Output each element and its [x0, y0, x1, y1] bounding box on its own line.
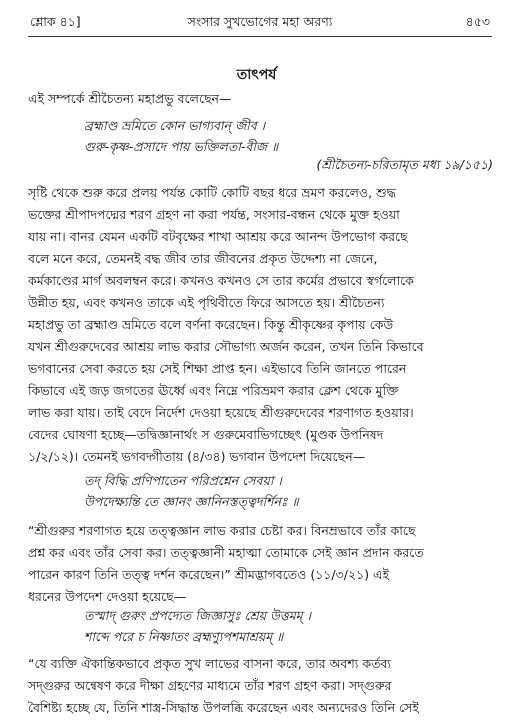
- text-line: “যে ব্যক্তি ঐকান্তিকভাবে প্রকৃত সুখ লাভের বাসনা করে, তার অবশ্য কর্তব্য: [28, 656, 392, 671]
- paragraph-1: [28, 182, 494, 468]
- text-line: ভক্তের শ্রীপাদপদ্মের শরণ গ্রহণ না করা পর্যন্ত, সংসার-বন্ধন থেকে মুক্ত হওয়া: [28, 207, 400, 222]
- text-line: “শ্রীগুরুর শরণাগত হয়ে তত্ত্বজ্ঞান লাভ করার চেষ্টা কর। বিনম্রভাবে তাঁর কাছে: [28, 523, 416, 538]
- verse-line: ব্রহ্মাণ্ড ভ্রমিতে কোন ভাগ্যবান্ জীব ।: [84, 118, 266, 133]
- chapter-title: সংসার সুখভোগের মহা অরণ্য: [187, 14, 333, 29]
- verse-line: শাব্দে পরে চ নিষ্ণাতং ব্রহ্মণ্যুপশমাশ্রয়ম্ ॥: [84, 629, 284, 644]
- text-line: ভগবানের সেবা করতে হয় সেই শিক্ষা প্রাপ্ত হন। এইভাবে তিনি জানতে পারেন: [28, 361, 407, 376]
- verse-reference: (শ্রীচৈতন্য-চরিতামৃত মধ্য ১৯/১৫১): [316, 157, 493, 172]
- text-line: লাভ করা যায়। তাই বেদে নির্দেশ দেওয়া হয়েছে শ্রীগুরুদেবের শরণাগত হওয়ার।: [28, 405, 414, 420]
- paragraph-2: [28, 520, 494, 608]
- verse-line: উপদেক্ষ্যন্তি তে জ্ঞানং জ্ঞানিনস্তত্ত্বদর্শিনঃ ॥: [84, 494, 299, 509]
- text-line: সদ্গুরুর অন্বেষণ করে দীক্ষা গ্রহণের মাধ্যমে তাঁর শরণ গ্রহণ করা। সদ্গুরুর: [28, 678, 392, 693]
- text-line: বেদের ঘোষণা হচ্ছে—তদ্বিজ্ঞানার্থং স গুরুমেবাভিগচ্ছেৎ (মুণ্ডক উপনিষদ: [28, 427, 384, 442]
- paragraph-3: [28, 653, 494, 719]
- text-line: মহাপ্রভু তা ব্রহ্মাণ্ড ভ্রমিতে বলে বর্ণনা করেছেন। কিন্তু শ্রীকৃষ্ণের কৃপায় কেউ: [28, 317, 394, 332]
- section-heading: তাৎপর্য: [236, 67, 277, 83]
- text-line: সৃষ্টি থেকে শুরু করে প্রলয় পর্যন্ত কোটি কোটি বছর ধরে ভ্রমণ করলেও, শুদ্ধ: [28, 185, 396, 200]
- verse-line: তস্মাদ্ গুরুং প্রপদ্যেত জিজ্ঞাসুঃ শ্রেয় উত্তমম্ ।: [84, 608, 312, 623]
- verse-3: [84, 605, 494, 647]
- header-rule: [28, 36, 492, 37]
- text-line: বৈশিষ্ট্য হচ্ছে যে, তিনি শাস্ত্র-সিদ্ধান্ত উপলব্ধি করেছেন এবং অন্যদেরও তিনি সেই: [28, 700, 419, 715]
- text-line: যায় না। বানর যেমন একটি বটবৃক্ষের শাখা আশ্রয় করে আনন্দ উপভোগ করছে: [28, 229, 408, 244]
- page-number: ৪৫৩: [465, 14, 490, 29]
- text-line: যখন শ্রীগুরুদেবের আশ্রয় লাভ করার সৌভাগ্য অর্জন করেন, তখন তিনি কিভাবে: [28, 339, 424, 354]
- text-line: কিভাবে এই জড় জগতের ঊর্ধ্বে এবং নিম্নে পরিভ্রমণ করার ক্লেশ থেকে মুক্তি: [28, 383, 399, 398]
- text-line: ধরনের উপদেশ দেওয়া হয়েছে—: [28, 589, 187, 604]
- running-header: [30, 14, 490, 34]
- verse-2: [84, 470, 494, 512]
- text-line: কর্মকাণ্ডের মার্গ অবলম্বন করে। কখনও কখনও সে তার কর্মের প্রভাবে স্বর্গলোকে: [28, 273, 414, 288]
- intro-line: [28, 88, 494, 110]
- verse-line: গুরু-কৃষ্ণ-প্রসাদে পায় ভক্তিলতা-বীজ ॥: [84, 139, 279, 154]
- verse-number: শ্লোক ৪১]: [30, 14, 81, 29]
- text-line: ১/২/১২)। তেমনই ভগবদ্গীতায় (৪/৩৪) ভগবান উপদেশ দিয়েছেন—: [28, 449, 366, 464]
- verse-line: তদ্ বিদ্ধি প্রণিপাতেন পরিপ্রশ্নেন সেবয়া ।: [84, 473, 282, 488]
- intro-text: এই সম্পর্কে শ্রীচৈতন্য মহাপ্রভু বলেছেন—: [28, 91, 232, 106]
- text-line: প্রশ্ন কর এবং তাঁর সেবা কর। তত্ত্বজ্ঞানী মহাত্মা তোমাকে সেই জ্ঞান প্রদান করতে: [28, 545, 424, 560]
- text-line: পারেন কারণ তিনি তত্ত্ব দর্শন করেছেন।” শ্রীমদ্ভাগবতেও (১১/৩/২১) এই: [28, 567, 390, 582]
- verse-1: [84, 115, 494, 157]
- text-line: বলে মনে করে, তেমনই বদ্ধ জীব তার জীবনের প্রকৃত উদ্দেশ্য না জেনে,: [28, 251, 378, 266]
- text-line: উন্নীত হয়, এবং কখনও তাকে এই পৃথিবীতে ফিরে আসতে হয়। শ্রীচৈতন্য: [28, 295, 385, 310]
